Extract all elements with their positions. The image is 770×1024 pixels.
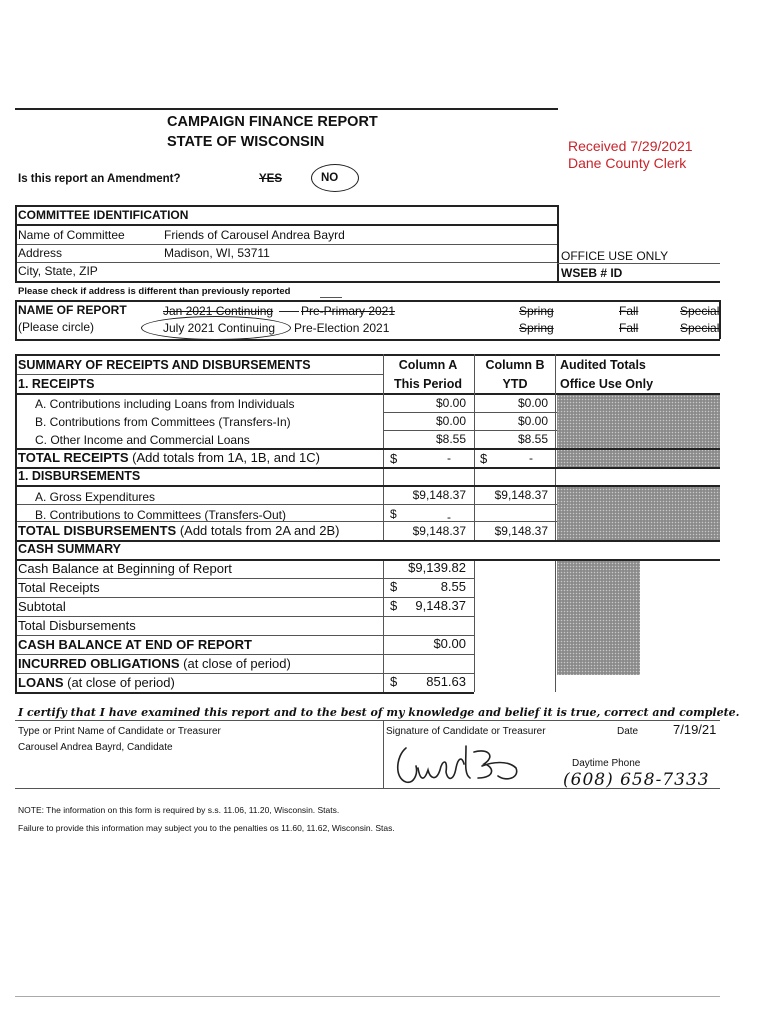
total-disbursements-label-rest: (Add totals from 2A and 2B) [179,523,340,538]
divider [15,300,720,302]
total-receipts-label-bold: TOTAL RECEIPTS [18,450,129,465]
column-divider [555,559,556,692]
loans-label-bold: LOANS [18,675,64,690]
form-left-border [15,354,17,692]
disbursement-value-a: $9,148.37 [412,488,466,502]
office-box-border [557,205,559,281]
total-receipts-label [18,450,320,465]
loans-symbol: $ [390,674,398,689]
certification-statement: I certify that I have examined this report and to the best of my knowledge and belief it is true, correct and complete. [18,706,740,719]
total-disbursements-b: $9,148.37 [494,524,548,538]
page-bottom-line [15,996,720,997]
report-pre-election: Pre-Election 2021 [294,321,390,335]
cash-row-label: Subtotal [18,599,66,614]
print-name-value: Carousel Andrea Bayrd, Candidate [18,742,173,753]
cash-row-value: 9,148.37 [415,598,466,613]
report-pre-primary: Pre-Primary 2021 [301,304,396,318]
footer-note: NOTE: The information on this form is required by s.s. 11.06, 11.20, Wisconsin. Stats. [18,805,340,815]
receipt-value-b: $0.00 [517,414,548,428]
total-receipts-b-symbol: $ [480,451,488,466]
divider [15,262,558,263]
daytime-phone-value: (608) 658-7333 [563,770,710,790]
cash-row-label: Cash Balance at Beginning of Report [18,561,232,576]
total-receipts-a-value: - [447,451,451,465]
print-name-label: Type or Print Name of Candidate or Treasurer [18,726,221,737]
cash-row-label: Total Disbursements [18,618,136,633]
form-left-border [15,205,17,281]
column-b-header: Column B [485,358,545,372]
column-divider [474,559,475,692]
total-receipts-b-value: - [529,451,533,465]
divider [383,430,557,431]
incurred-obligations-label [18,656,291,671]
divider [15,281,558,283]
total-receipts-label-rest: (Add totals from 1A, 1B, and 1C) [132,450,321,465]
amendment-question: Is this report an Amendment? [18,173,181,185]
divider [15,485,720,487]
column-divider [383,354,384,540]
receipt-label: A. Contributions including Loans from Individuals [35,397,295,411]
address-change-note: Please check if address is different than previously reported [18,286,291,297]
divider [15,374,383,375]
divider [15,720,720,721]
office-use-shaded-area [557,559,640,675]
total-disbursements-a: $9,148.37 [412,524,466,538]
loans-label-rest: (at close of period) [67,675,175,690]
receipt-value-b: $8.55 [517,432,548,446]
receipt-value-a: $0.00 [435,396,466,410]
office-use-shaded-area [557,395,720,467]
receipt-label: C. Other Income and Commercial Loans [35,433,250,447]
divider [15,654,474,655]
office-use-only-label: OFFICE USE ONLY [561,249,669,263]
city-state-zip-label: City, State, ZIP [18,264,98,278]
office-use-shaded-area [557,485,720,540]
form-left-border [15,300,17,339]
cash-row-label: Total Receipts [18,580,100,595]
cash-row-value: $9,139.82 [408,560,466,575]
audited-totals-header: Audited Totals [560,358,646,372]
cash-row-value: 8.55 [440,579,466,594]
divider [383,412,557,413]
total-receipts-a-symbol: $ [390,451,398,466]
total-disbursements-label [18,523,340,538]
report-spring: Spring [519,304,554,318]
address-label: Address [18,246,63,260]
cash-summary-title: CASH SUMMARY [18,542,122,556]
report-name-label: NAME OF REPORT [18,303,127,317]
wseb-id-label: WSEB # ID [561,266,623,280]
column-a-header: Column A [398,358,458,372]
divider [15,244,558,245]
clerk-stamp: Dane County Clerk [568,155,687,171]
report-jan-continuing: Jan 2021 Continuing [163,304,274,318]
form-title: CAMPAIGN FINANCE REPORT [167,114,378,130]
receipts-section-title: 1. RECEIPTS [18,377,95,391]
office-use-only-subheader: Office Use Only [560,377,654,391]
strike-connector [279,311,299,312]
report-july-continuing: July 2021 Continuing [163,321,276,335]
summary-title: SUMMARY OF RECEIPTS AND DISBURSEMENTS [18,358,311,372]
disbursement-a-symbol: $ [390,507,397,521]
receipt-label: B. Contributions from Committees (Transfers-In) [35,415,291,429]
divider [557,263,720,264]
report-fall-2: Fall [619,321,639,335]
cash-balance-end-value: $0.00 [433,636,466,651]
committee-section-title: COMMITTEE IDENTIFICATION [18,208,189,222]
column-b-subheader: YTD [502,377,528,391]
footer-note: Failure to provide this information may subject you to the penalties os 11.60, 11.62, Wisconsin. Stas. [18,823,395,833]
committee-name-value: Friends of Carousel Andrea Bayrd [164,228,345,242]
signature-label: Signature of Candidate or Treasurer [386,726,546,737]
disbursement-label: A. Gross Expenditures [35,490,156,504]
divider [557,281,720,283]
received-stamp: Received 7/29/2021 [568,138,693,154]
divider [15,205,558,207]
divider [15,224,558,226]
form-subtitle: STATE OF WISCONSIN [167,134,325,150]
disbursement-label: B. Contributions to Committees (Transfers-Out) [35,508,286,522]
divider [15,788,720,789]
cash-row-symbol: $ [390,598,398,613]
report-special: Special [680,304,720,318]
divider [15,616,474,617]
column-divider [474,354,475,540]
report-spring-2: Spring [519,321,554,335]
cash-balance-end-label: CASH BALANCE AT END OF REPORT [18,637,252,652]
loans-label [18,675,175,690]
date-value: 7/19/21 [673,722,717,737]
divider [15,692,474,694]
report-special-2: Special [680,321,720,335]
divider [15,504,557,505]
amendment-yes: YES [259,173,283,185]
divider [15,521,557,522]
incurred-obligations-label-rest: (at close of period) [183,656,291,671]
receipt-value-a: $8.55 [435,432,466,446]
loans-value: 851.63 [426,674,466,689]
divider [15,354,720,356]
receipt-value-a: $0.00 [435,414,466,428]
report-fall: Fall [619,304,639,318]
total-disbursements-label-bold: TOTAL DISBURSEMENTS [18,523,177,538]
receipt-value-b: $0.00 [517,396,548,410]
date-label: Date [617,726,639,737]
amendment-no: NO [321,172,339,184]
report-name-circle-hint: (Please circle) [18,320,95,334]
disbursement-value-a: - [447,510,451,524]
committee-name-label: Name of Committee [18,228,125,242]
column-divider [555,354,556,540]
divider [15,339,720,341]
column-divider [383,720,384,788]
daytime-phone-label: Daytime Phone [572,758,641,769]
incurred-obligations-label-bold: INCURRED OBLIGATIONS [18,656,180,671]
address-change-checkbox-line [320,297,342,298]
form-top-border [15,108,558,110]
column-a-subheader: This Period [393,377,463,391]
signature-image [392,738,532,790]
disbursement-value-b: $9,148.37 [494,488,548,502]
cash-row-symbol: $ [390,579,398,594]
disbursements-section-title: 1. DISBURSEMENTS [18,469,141,483]
form-right-border [719,300,721,339]
address-value: Madison, WI, 53711 [164,246,270,260]
